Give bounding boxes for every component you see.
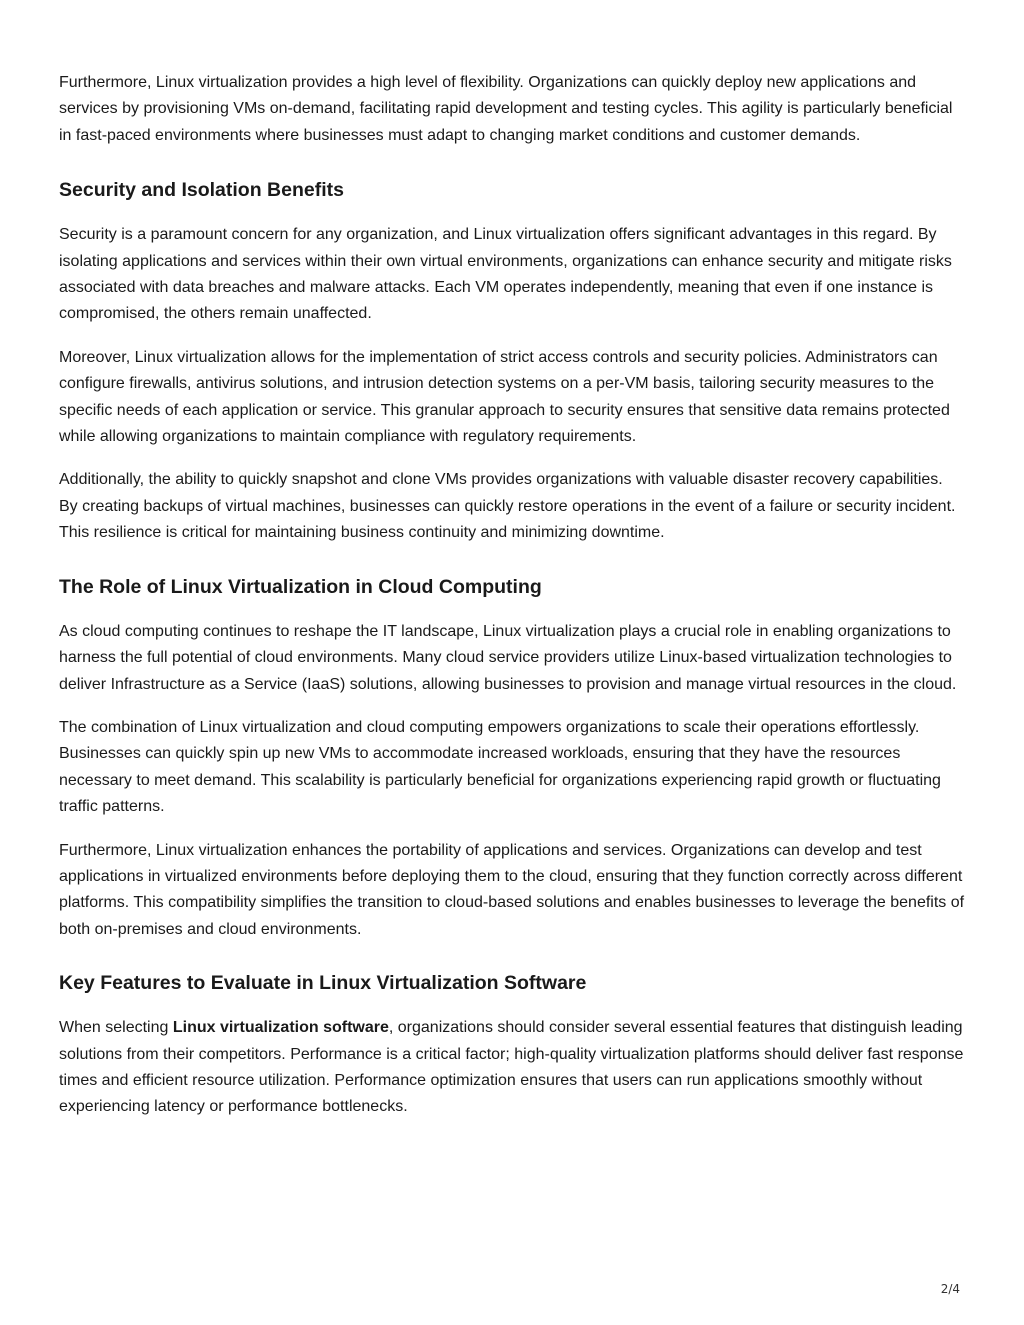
paragraph-flexibility: Furthermore, Linux virtualization provides a high level of flexibility. Organizations can quickly deploy new applications and services by provisioning VMs on-demand, facilitating rapid development and testing cycles. This agility is particularly beneficial in fast-paced environments where businesses must adapt to changing market conditions and customer demands. <box>59 74 953 144</box>
paragraph-disaster-recovery: Additionally, the ability to quickly snapshot and clone VMs provides organizations with valuable disaster recovery capabilities. By creating backups of virtual machines, businesses can quickly restore operations in the event of a failure or security incident. This resilience is critical for maintaining business continuity and minimizing downtime. <box>59 471 956 542</box>
paragraph-key-features <box>59 1015 965 1121</box>
paragraph-portability: Furthermore, Linux virtualization enhances the portability of applications and services. Organizations can develop and test applications in virtualized environments before deploying them to the cloud, ensuring that they function correctly across different platforms. This compatibility simplifies the transition to cloud-based solutions and enables businesses to leverage the benefits of both on-premises and cloud environments. <box>59 841 965 938</box>
text-run: , organizations should consider several essential features that distinguish leading solutions from their competitors. Performance is a critical factor; high-quality virtualization platforms should deliver fast response times and efficient resource utilization. Performance optimization ensures that users can run applications smoothly without experiencing latency or performance bottlenecks. <box>59 1019 964 1116</box>
page-number: 2/4 <box>940 1282 960 1296</box>
paragraph-scalability: The combination of Linux virtualization and cloud computing empowers organizations to scale their operations effortlessly. Businesses can quickly spin up new VMs to accommodate increased workloads, ensuring that they have the resources necessary to meet demand. This scalability is particularly beneficial for organizations experiencing rapid growth or fluctuating traffic patterns. <box>59 718 941 816</box>
heading-cloud-computing: The Role of Linux Virtualization in Cloud Computing <box>59 575 542 598</box>
paragraph-cloud-intro: As cloud computing continues to reshape the IT landscape, Linux virtualization plays a crucial role in enabling organizations to harness the full potential of cloud environments. Many cloud service providers utilize Linux-based virtualization technologies to deliver Infrastructure as a Service (IaaS) solutions, allowing businesses to provision and manage virtual resources in the cloud. <box>59 622 957 693</box>
paragraph-security-intro: Security is a paramount concern for any organization, and Linux virtualization offers significant advantages in this regard. By isolating applications and services within their own virtual environments, organizations can enhance security and mitigate risks associated with data breaches and malware attacks. Each VM operates independently, meaning that even if one instance is compromised, the others remain unaffected. <box>59 226 952 323</box>
document-page <box>59 70 965 1138</box>
heading-security-isolation: Security and Isolation Benefits <box>59 179 344 202</box>
paragraph-access-controls: Moreover, Linux virtualization allows for the implementation of strict access controls and security policies. Administrators can configure firewalls, antivirus solutions, and intrusion detection systems on a per-VM basis, tailoring security measures to the specific needs of each application or service. This granular approach to security ensures that sensitive data remains protected while allowing organizations to maintain compliance with regulatory requirements. <box>59 348 950 446</box>
text-run: When selecting <box>59 1019 173 1037</box>
bold-keyword-link: Linux virtualization software <box>172 1019 389 1037</box>
heading-key-features: Key Features to Evaluate in Linux Virtualization Software <box>59 972 587 995</box>
